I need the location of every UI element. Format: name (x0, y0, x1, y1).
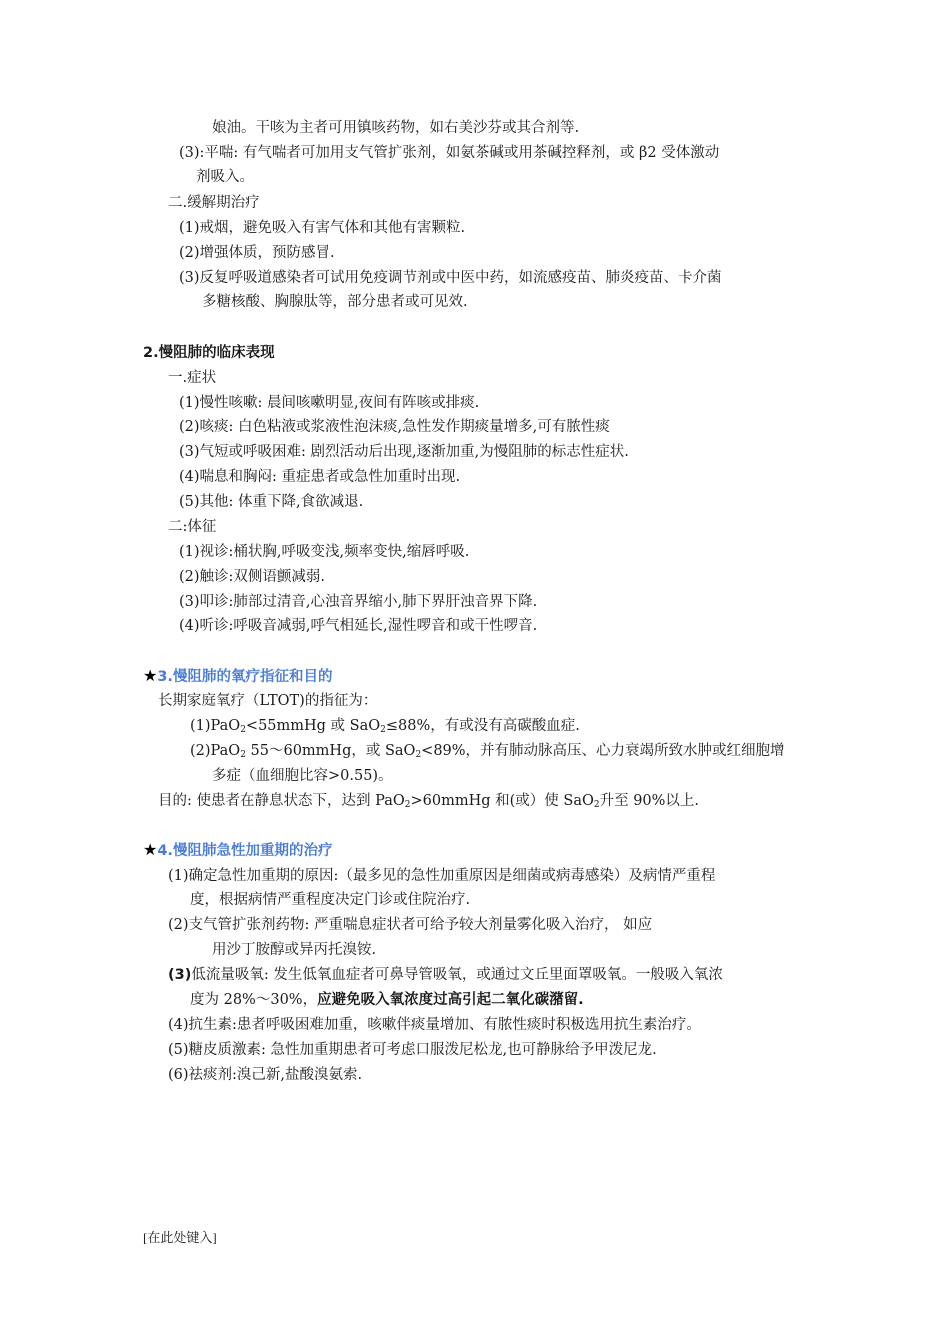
text-line: (3):平喘: 有气喘者可加用支气管扩张剂，如氨茶碱或用茶碱控释剂，或 β2 受体激动 (179, 145, 720, 161)
list-item: 多症（血细胞比容>0.55)。 (212, 768, 393, 784)
question-title (143, 840, 332, 861)
list-item: (4)喘息和胸闷: 重症患者或急性加重时出现. (179, 469, 461, 485)
list-item: (1)慢性咳嗽: 晨间咳嗽明显,夜间有阵咳或排痰. (179, 395, 480, 411)
question-title-text: 4.慢阻肺急性加重期的治疗 (157, 843, 333, 859)
text-line (158, 791, 699, 815)
list-item (190, 716, 580, 740)
list-item: (3)气短或呼吸困难: 剧烈活动后出现,逐渐加重,为慢阻肺的标志性症状. (179, 444, 629, 460)
list-item: (6)祛痰剂:溴己新,盐酸溴氨索. (168, 1067, 363, 1083)
list-item: (2)咳痰: 白色粘液或浆液性泡沫痰,急性发作期痰量增多,可有脓性痰 (179, 419, 610, 435)
subscript: 2 (380, 725, 386, 735)
text-run: (2)PaO (190, 743, 241, 759)
question-title (143, 666, 332, 687)
bold-text: 应避免吸入氧浓度过高引起二氧化碳潴留. (317, 992, 584, 1008)
question-title-text: 3.慢阻肺的氧疗指征和目的 (157, 669, 333, 685)
section-heading: 一.症状 (168, 370, 217, 386)
subscript: 2 (593, 800, 600, 810)
list-item: (1)视诊:桶状胸,呼吸变浅,频率变快,缩唇呼吸. (179, 544, 470, 560)
list-item (190, 990, 584, 1010)
star-icon: ★ (143, 840, 158, 859)
subscript: 2 (415, 750, 422, 760)
list-item: 度，根据病情严重程度决定门诊或住院治疗. (190, 892, 471, 908)
text-run: 目的: 使患者在静息状态下，达到 PaO (158, 793, 405, 809)
question-title: 2.慢阻肺的临床表现 (143, 345, 275, 361)
list-item: 用沙丁胺醇或异丙托溴铵. (212, 942, 377, 958)
star-icon: ★ (143, 666, 158, 685)
list-item: (4)抗生素:患者呼吸困难加重，咳嗽伴痰量增加、有脓性痰时积极选用抗生素治疗。 (168, 1017, 701, 1033)
text-run: (1)PaO (190, 718, 241, 734)
subscript: 2 (404, 800, 411, 810)
list-item: (2)增强体质，预防感冒. (179, 245, 335, 261)
list-item: (3)叩诊:肺部过清音,心浊音界缩小,肺下界肝浊音界下降. (179, 594, 538, 610)
list-item: (5)糖皮质激素: 急性加重期患者可考虑口服泼尼松龙,也可静脉给予甲泼尼龙. (168, 1042, 657, 1058)
list-item: (2)触诊:双侧语颤减弱. (179, 569, 326, 585)
list-item: (3)反复呼吸道感染者可试用免疫调节剂或中医中药，如流感疫苗、肺炎疫苗、卡介菌 (179, 270, 722, 286)
list-item: (1)戒烟，避免吸入有害气体和其他有害颗粒. (179, 220, 466, 236)
list-item: (2)支气管扩张剂药物: 严重喘息症状者可给予较大剂量雾化吸入治疗， 如应 (168, 917, 653, 933)
section-heading: 二:体征 (168, 519, 217, 535)
text-run: <55mmHg 或 SaO (245, 718, 381, 734)
list-item: 多糖核酸、胸腺肽等，部分患者或可见效. (202, 294, 468, 310)
subscript: 2 (240, 725, 246, 735)
text-line: 娘油。干咳为主者可用镇咳药物，如右美沙芬或其合剂等. (212, 120, 580, 136)
list-item: (5)其他: 体重下降,食欲减退. (179, 494, 364, 510)
list-item: (4)听诊:呼吸音减弱,呼气相延长,湿性啰音和或干性啰音. (179, 618, 538, 634)
section-heading: 二.缓解期治疗 (168, 195, 260, 211)
text-run: <89%，并有肺动脉高压、心力衰竭所致水肿或红细胞增 (421, 743, 785, 759)
list-item: (1)确定急性加重期的原因:（最多见的急性加重原因是细菌或病毒感染）及病情严重程 (168, 868, 716, 884)
text-run: (3) (168, 967, 192, 983)
text-line: 剂吸入。 (196, 169, 254, 185)
subscript: 2 (240, 750, 246, 760)
text-run: 度为 28%～30%， (190, 992, 318, 1008)
text-run: >60mmHg 和(或）使 SaO (410, 793, 594, 809)
text-run: 升至 90%以上. (599, 793, 700, 809)
list-item (190, 741, 785, 765)
footer-placeholder[interactable]: [在此处键入] (143, 1230, 217, 1245)
text-run: 低流量吸氧: 发生低氧血症者可鼻导管吸氧，或通过文丘里面罩吸氧。一般吸入氧浓 (191, 967, 723, 983)
list-item (168, 965, 723, 985)
text-run: ≤88%，有或没有高碳酸血症. (385, 718, 580, 734)
text-line: 长期家庭氧疗（LTOT)的指征为： (158, 693, 378, 709)
text-run: 55～60mmHg，或 SaO (245, 743, 416, 759)
